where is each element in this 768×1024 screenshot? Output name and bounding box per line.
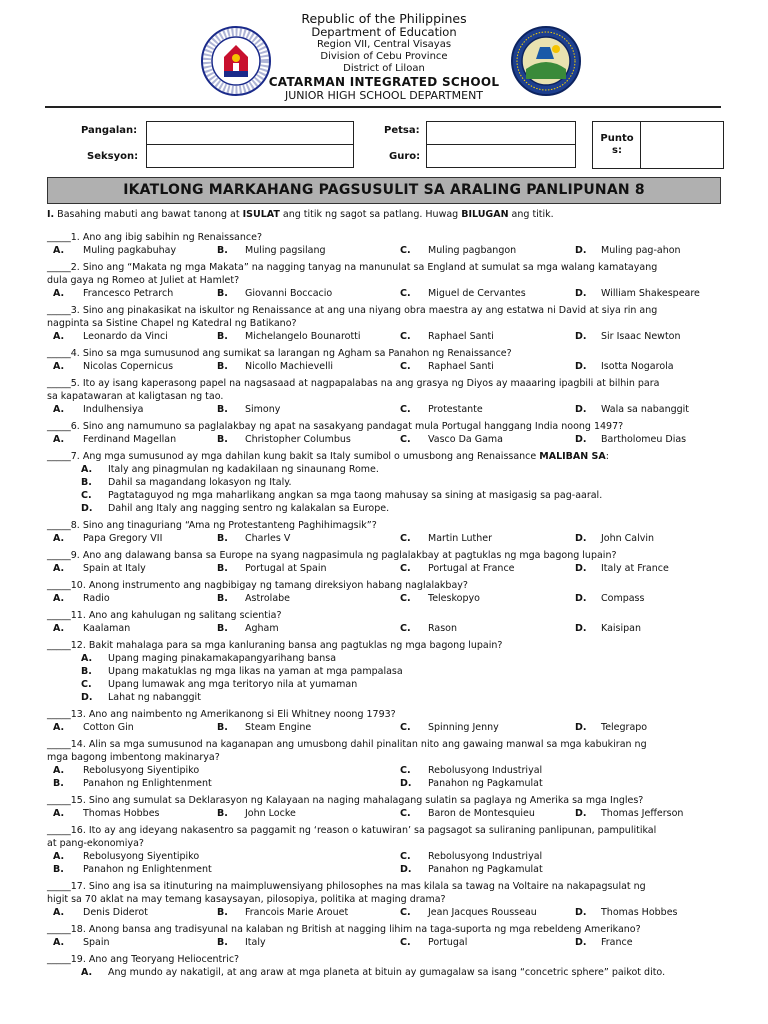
question-5-text: _____5. Ito ay isang kaperasong papel na nagsasaad at nagpapalabas na ang grasya ng Diyos ay maaaring ipagbili at bilhin para	[47, 378, 660, 389]
question-16-option-d: Panahon ng Pagkamulat	[428, 864, 543, 875]
question-4-option-b: Nicollo Machievelli	[245, 361, 334, 372]
question-19-option-a: Ang mundo ay nakatigil, at ang araw at mga planeta at bituin ay gumagalaw sa isang “concetric sphere” paikot dito.	[108, 967, 666, 978]
question-14-option-b: Panahon ng Enlightenment	[83, 778, 212, 789]
instruction-bold-2: BILUGAN	[461, 209, 509, 220]
option-letter: A.	[53, 808, 65, 819]
option-letter: B.	[217, 907, 228, 918]
school-department: JUNIOR HIGH SCHOOL DEPARTMENT	[284, 89, 484, 102]
option-letter: D.	[575, 722, 587, 733]
question-1-option-a: Muling pagkabuhay	[83, 245, 177, 256]
question-1-option-b: Muling pagsilang	[245, 245, 326, 256]
question-1-option-c: Muling pagbangon	[428, 245, 517, 256]
instruction-text-3: ang titik.	[508, 209, 554, 220]
question-3-text: nagpinta sa Sistine Chapel ng Katedral ng Batikano?	[47, 318, 297, 329]
question-2-option-c: Miguel de Cervantes	[428, 288, 526, 299]
question-6-option-b: Christopher Columbus	[245, 434, 351, 445]
score-label: Punto s:	[600, 133, 634, 156]
question-13-text: _____13. Ano ang naimbento ng Amerikanong si Eli Whitney noong 1793?	[47, 709, 396, 720]
option-letter: A.	[53, 533, 65, 544]
division-line: Division of Cebu Province	[320, 51, 448, 62]
question-8-option-d: John Calvin	[601, 533, 655, 544]
question-16-text: _____16. Ito ay ang ideyang nakasentro sa paggamit ng ‘reason o katuwiran’ sa pagsagot sa suliraning panlipunan, pampulitikal	[47, 825, 657, 836]
option-letter: C.	[400, 434, 411, 445]
question-7-text: _____7. Ang mga sumusunod ay mga dahilan kung bakit sa Italy sumibol o umusbong ang Renaissance MALIBAN SA:	[47, 451, 609, 462]
question-2-text: _____2. Sino ang “Makata ng mga Makata” na nagging tanyag na manunulat sa England at sumulat sa mga walang kamatayang	[47, 262, 658, 273]
option-letter: A.	[53, 851, 65, 862]
question-10-option-c: Teleskopyo	[428, 593, 480, 604]
question-5-option-a: Indulhensiya	[83, 404, 144, 415]
teacher-field[interactable]	[426, 144, 576, 168]
question-8-option-c: Martin Luther	[428, 533, 492, 544]
question-7-option-d: Dahil ang Italy ang nagging sentro ng kalakalan sa Europe.	[108, 503, 390, 514]
date-field[interactable]	[426, 121, 576, 145]
question-7-emphasis: MALIBAN SA	[539, 451, 606, 462]
question-4-option-a: Nicolas Copernicus	[83, 361, 174, 372]
instruction-bold-1: ISULAT	[242, 209, 280, 220]
question-5-option-d: Wala sa nabanggit	[601, 404, 690, 415]
question-9-text: _____9. Ano ang dalawang bansa sa Europe na syang nagpasimula ng paglalakbay at pagtuklas ng mga bagong lupain?	[47, 550, 617, 561]
question-18-text: _____18. Anong bansa ang tradisyunal na kalaban ng British at nagging lihim na taga-suporta ng mga rebeldeng Amerikano?	[47, 924, 641, 935]
option-letter: B.	[217, 623, 228, 634]
question-13-option-d: Telegrapo	[601, 722, 648, 733]
question-3-option-a: Leonardo da Vinci	[83, 331, 168, 342]
question-17-option-d: Thomas Hobbes	[601, 907, 678, 918]
question-14-option-a: Rebolusyong Siyentipiko	[83, 765, 200, 776]
option-letter: C.	[400, 907, 411, 918]
question-4-text: _____4. Sino sa mga sumusunod ang sumikat sa larangan ng Agham sa Panahon ng Renaissance?	[47, 348, 512, 359]
option-letter: B.	[217, 434, 228, 445]
question-10-option-a: Radio	[83, 593, 110, 604]
option-letter: A.	[53, 331, 65, 342]
question-16-text: at pang-ekonomiya?	[47, 838, 144, 849]
score-divider	[640, 121, 641, 169]
section-label: Seksyon:	[87, 151, 139, 162]
question-8-option-b: Charles V	[245, 533, 291, 544]
question-17-option-a: Denis Diderot	[83, 907, 148, 918]
option-letter: C.	[400, 404, 411, 415]
question-18-option-b: Italy	[245, 937, 266, 948]
question-18-option-c: Portugal	[428, 937, 468, 948]
instructions	[47, 209, 737, 221]
option-letter: A.	[53, 765, 65, 776]
question-13-option-a: Cotton Gin	[83, 722, 134, 733]
option-letter: B.	[81, 477, 92, 488]
option-letter: B.	[217, 937, 228, 948]
option-letter: C.	[81, 679, 92, 690]
question-15-option-c: Baron de Montesquieu	[428, 808, 535, 819]
instruction-text-1: Basahing mabuti ang bawat tanong at	[54, 209, 243, 220]
date-label: Petsa:	[384, 125, 420, 136]
instruction-number: I.	[47, 209, 55, 220]
question-7-tail: :	[605, 451, 609, 462]
question-2-text: dula gaya ng Romeo at Juliet at Hamlet?	[47, 275, 240, 286]
header-divider	[45, 106, 721, 108]
option-letter: B.	[53, 864, 64, 875]
option-letter: D.	[575, 533, 587, 544]
question-4-option-d: Isotta Nogarola	[601, 361, 674, 372]
option-letter: D.	[575, 245, 587, 256]
question-15-option-d: Thomas Jefferson	[601, 808, 684, 819]
question-4-option-c: Raphael Santi	[428, 361, 494, 372]
name-label: Pangalan:	[81, 125, 138, 136]
option-letter: D.	[400, 778, 412, 789]
question-17-text: _____17. Sino ang isa sa itinuturing na maimpluwensiyang philosophes na mas kilala sa tawag na Voltaire na nakapagsulat ng	[47, 881, 646, 892]
instruction-text-2: ang titik ng sagot sa patlang. Huwag	[279, 209, 462, 220]
option-letter: B.	[217, 361, 228, 372]
question-6-text: _____6. Sino ang namumuno sa paglalakbay ng apat na sasakyang pandagat mula Portugal hanggang India noong 1497?	[47, 421, 624, 432]
option-letter: B.	[217, 331, 228, 342]
option-letter: A.	[53, 245, 65, 256]
question-6-option-c: Vasco Da Gama	[428, 434, 504, 445]
question-2-option-d: William Shakespeare	[601, 288, 700, 299]
option-letter: A.	[53, 404, 65, 415]
option-letter: D.	[575, 563, 587, 574]
question-16-option-a: Rebolusyong Siyentipiko	[83, 851, 200, 862]
option-letter: A.	[81, 464, 93, 475]
option-letter: A.	[81, 967, 93, 978]
option-letter: B.	[53, 778, 64, 789]
question-8-text: _____8. Sino ang tinaguriang “Ama ng Protestanteng Paghihimagsik”?	[47, 520, 377, 531]
question-17-text: higit sa 70 aklat na may temang kasaysayan, pilosopiya, politika at maging drama?	[47, 894, 446, 905]
option-letter: B.	[81, 666, 92, 677]
question-11-option-a: Kaalaman	[83, 623, 131, 634]
question-10-text: _____10. Anong instrumento ang nagbibigay ng tamang direksiyon habang naglalakbay?	[47, 580, 468, 591]
question-10-option-d: Compass	[601, 593, 645, 604]
option-letter: D.	[575, 404, 587, 415]
option-letter: C.	[400, 245, 411, 256]
section-field[interactable]	[146, 144, 354, 168]
question-3-option-c: Raphael Santi	[428, 331, 494, 342]
option-letter: A.	[81, 653, 93, 664]
question-1-text: _____1. Ano ang ibig sabihin ng Renaissance?	[47, 232, 263, 243]
option-letter: C.	[400, 722, 411, 733]
question-5-option-b: Simony	[245, 404, 281, 415]
option-letter: D.	[81, 503, 93, 514]
question-18-option-d: France	[601, 937, 633, 948]
school-name: CATARMAN INTEGRATED SCHOOL	[268, 75, 500, 89]
question-13-option-b: Steam Engine	[245, 722, 312, 733]
option-letter: C.	[400, 765, 411, 776]
question-12-option-b: Upang makatuklas ng mga likas na yaman at mga pampalasa	[108, 666, 403, 677]
option-letter: A.	[53, 593, 65, 604]
question-2-option-a: Francesco Petrarch	[83, 288, 174, 299]
option-letter: A.	[53, 907, 65, 918]
question-7-option-a: Italy ang pinagmulan ng kadakilaan ng sinaunang Rome.	[108, 464, 379, 475]
option-letter: D.	[575, 593, 587, 604]
question-5-option-c: Protestante	[428, 404, 483, 415]
question-12-option-c: Upang lumawak ang mga teritoryo nila at yumaman	[108, 679, 358, 690]
question-2-option-b: Giovanni Boccacio	[245, 288, 333, 299]
question-11-option-d: Kaisipan	[601, 623, 641, 634]
question-14-option-d: Panahon ng Pagkamulat	[428, 778, 543, 789]
option-letter: B.	[217, 245, 228, 256]
question-3-text: _____3. Sino ang pinakasikat na iskultor ng Renaissance at ang una niyang obra maestra ay ang estatwa ni David at siya rin ang	[47, 305, 658, 316]
option-letter: B.	[217, 404, 228, 415]
question-6-option-d: Bartholomeu Dias	[601, 434, 687, 445]
question-15-text: _____15. Sino ang sumulat sa Deklarasyon ng Kalayaan na naging mahalagang sulatin sa paglaya ng Amerika sa mga Ingles?	[47, 795, 644, 806]
question-5-text: sa kapatawaran at kaligtasan ng tao.	[47, 391, 224, 402]
option-letter: D.	[400, 864, 412, 875]
option-letter: C.	[400, 593, 411, 604]
option-letter: B.	[217, 808, 228, 819]
option-letter: C.	[400, 563, 411, 574]
question-14-option-c: Rebolusyong Industriyal	[428, 765, 543, 776]
letterhead	[0, 12, 768, 102]
option-letter: B.	[217, 288, 228, 299]
name-field[interactable]	[146, 121, 354, 145]
option-letter: D.	[575, 331, 587, 342]
option-letter: D.	[575, 361, 587, 372]
option-letter: A.	[53, 434, 65, 445]
option-letter: A.	[53, 623, 65, 634]
option-letter: A.	[53, 563, 65, 574]
question-15-option-a: Thomas Hobbes	[83, 808, 160, 819]
option-letter: A.	[53, 361, 65, 372]
option-letter: C.	[400, 533, 411, 544]
question-13-option-c: Spinning Jenny	[428, 722, 499, 733]
district-line: District of Liloan	[343, 63, 425, 74]
option-letter: B.	[217, 563, 228, 574]
question-11-option-c: Rason	[428, 623, 457, 634]
republic-line: Republic of the Philippines	[301, 11, 467, 26]
exam-title: IKATLONG MARKAHANG PAGSUSULIT SA ARALING PANLIPUNAN 8	[47, 177, 721, 204]
question-12-option-a: Upang maging pinakamakapangyarihang bansa	[108, 653, 337, 664]
question-19-text: _____19. Ano ang Teoryang Heliocentric?	[47, 954, 240, 965]
question-16-option-c: Rebolusyong Industriyal	[428, 851, 543, 862]
option-letter: D.	[575, 623, 587, 634]
question-16-option-b: Panahon ng Enlightenment	[83, 864, 212, 875]
option-letter: B.	[217, 533, 228, 544]
department-line: Department of Education	[311, 25, 457, 39]
option-letter: D.	[575, 907, 587, 918]
option-letter: D.	[575, 808, 587, 819]
question-12-text: _____12. Bakit mahalaga para sa mga kanluraning bansa ang pagtuklas ng mga bagong lupain?	[47, 640, 503, 651]
teacher-label: Guro:	[389, 151, 421, 162]
option-letter: D.	[575, 288, 587, 299]
question-1-option-d: Muling pag-ahon	[601, 245, 681, 256]
question-6-option-a: Ferdinand Magellan	[83, 434, 177, 445]
option-letter: D.	[81, 692, 93, 703]
question-15-option-b: John Locke	[245, 808, 296, 819]
question-3-option-b: Michelangelo Bounarotti	[245, 331, 361, 342]
option-letter: C.	[400, 361, 411, 372]
question-11-text: _____11. Ano ang kahulugan ng salitang scientia?	[47, 610, 282, 621]
option-letter: A.	[53, 288, 65, 299]
option-letter: B.	[217, 722, 228, 733]
option-letter: D.	[575, 434, 587, 445]
question-7-option-c: Pagtataguyod ng mga maharlikang angkan sa mga taong mahusay sa sining at masigasig sa pag-aaral.	[108, 490, 603, 501]
question-12-option-d: Lahat ng nabanggit	[108, 692, 201, 703]
question-8-option-a: Papa Gregory VII	[83, 533, 163, 544]
region-line: Region VII, Central Visayas	[316, 39, 452, 50]
question-3-option-d: Sir Isaac Newton	[601, 331, 681, 342]
option-letter: C.	[400, 937, 411, 948]
option-letter: A.	[53, 937, 65, 948]
option-letter: C.	[400, 851, 411, 862]
option-letter: B.	[217, 593, 228, 604]
question-9-option-b: Portugal at Spain	[245, 563, 327, 574]
question-17-option-c: Jean Jacques Rousseau	[428, 907, 537, 918]
question-11-option-b: Agham	[245, 623, 279, 634]
option-letter: C.	[400, 808, 411, 819]
question-9-option-c: Portugal at France	[428, 563, 515, 574]
question-17-option-b: Francois Marie Arouet	[245, 907, 349, 918]
question-9-option-d: Italy at France	[601, 563, 669, 574]
question-10-option-b: Astrolabe	[245, 593, 291, 604]
question-14-text: _____14. Alin sa mga sumusunod na kaganapan ang umusbong dahil pinalitan nito ang gawaing manwal sa mga kabukiran ng	[47, 739, 647, 750]
option-letter: C.	[400, 288, 411, 299]
option-letter: C.	[400, 331, 411, 342]
question-7-option-b: Dahil sa magandang lokasyon ng Italy.	[108, 477, 292, 488]
question-14-text: mga bagong imbentong makinarya?	[47, 752, 220, 763]
question-18-option-a: Spain	[83, 937, 110, 948]
option-letter: D.	[575, 937, 587, 948]
option-letter: C.	[81, 490, 92, 501]
question-9-option-a: Spain at Italy	[83, 563, 146, 574]
option-letter: A.	[53, 722, 65, 733]
option-letter: C.	[400, 623, 411, 634]
